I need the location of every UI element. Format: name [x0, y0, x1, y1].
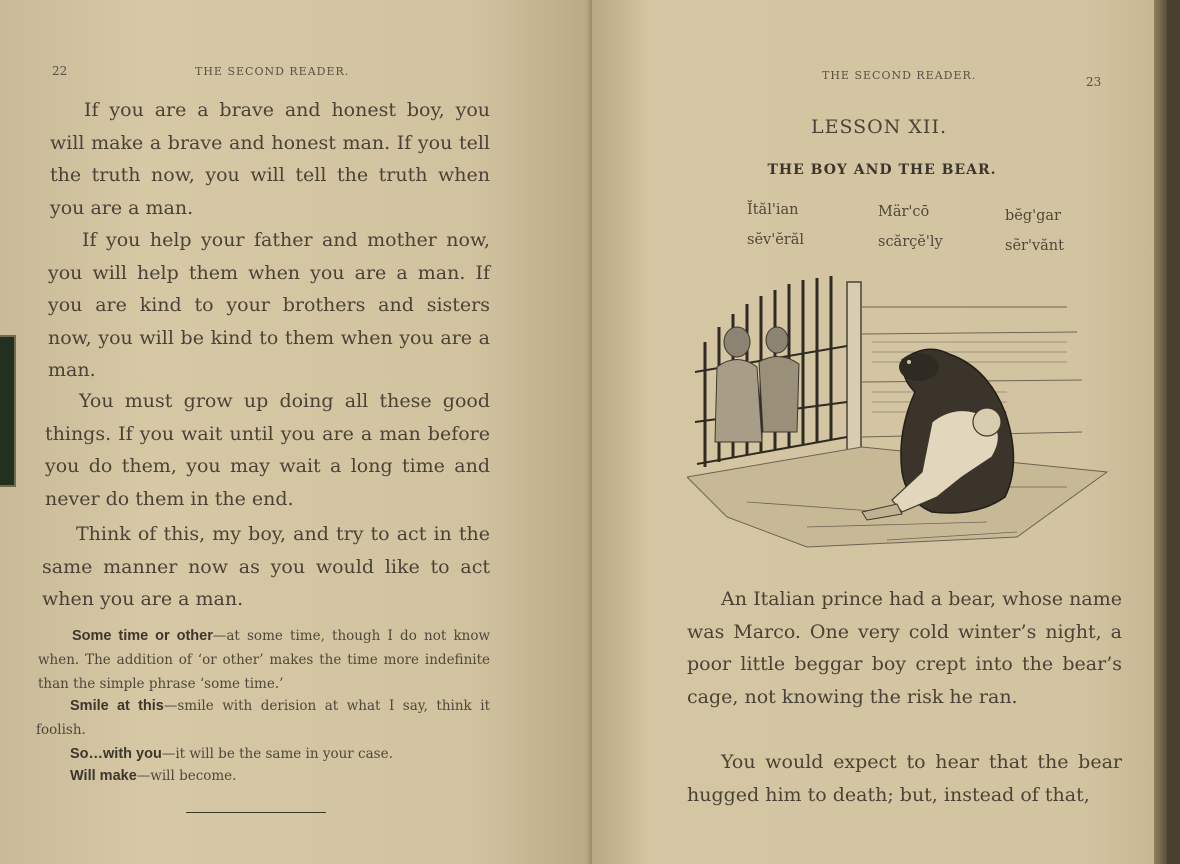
vocab-word: Mär'cō	[878, 204, 930, 220]
bear-cage-illustration	[687, 272, 1117, 572]
running-header: THE SECOND READER.	[822, 69, 977, 82]
vocab-word: scărçĕ'ly	[878, 234, 943, 250]
section-divider	[186, 812, 326, 813]
note-term: Some time or other	[72, 628, 213, 644]
note-definition: —at some time, though I do not know when. The addition of ‘or other’ makes the time more indefinite than the simple phrase ‘some time.’	[38, 628, 491, 692]
note	[36, 764, 490, 788]
page-number: 23	[1086, 75, 1102, 89]
lesson-title: LESSON XII.	[810, 116, 947, 138]
note-term: Smile at this	[70, 698, 164, 714]
vocab-word: sĕv'ĕrăl	[747, 232, 804, 248]
note-term: Will make	[70, 768, 137, 784]
paragraph: An Italian prince had a bear, whose name was Marco. One very cold winter’s night, a poor little beggar boy crept into the bear’s cage, not knowing the risk he ran.	[687, 588, 1122, 708]
story-title: THE BOY AND THE BEAR.	[767, 162, 997, 178]
binding-tab	[0, 335, 16, 487]
note	[36, 742, 490, 766]
note-definition: —smile with derision at what I say, think it foolish.	[36, 698, 490, 738]
paragraph: If you are a brave and honest boy, you will make a brave and honest man. If you tell the truth now, you will tell the truth when you are a man.	[50, 99, 490, 219]
page-edge	[1154, 0, 1167, 864]
note	[38, 624, 490, 696]
vocab-word: Ĭtăl'ian	[747, 202, 799, 218]
paragraph: You would expect to hear that the bear hugged him to death; but, instead of that,	[687, 751, 1122, 806]
note-definition: —will become.	[136, 768, 237, 784]
note	[36, 694, 490, 742]
running-header: THE SECOND READER.	[195, 65, 350, 78]
paragraph: You must grow up doing all these good things. If you wait until you are a man before you do them, you may wait a long time and never do them in the end.	[45, 390, 490, 510]
paragraph: If you help your father and mother now, you will help them when you are a man. If you are kind to your brothers and sisters now, you will be kind to them when you are a man.	[48, 229, 490, 381]
page-number: 22	[52, 64, 68, 78]
right-page	[592, 0, 1167, 864]
note-term: So…with you	[70, 746, 162, 762]
paragraph: Think of this, my boy, and try to act in the same manner now as you would like to act when you are a man.	[42, 523, 490, 610]
vocab-word: sẽr'vănt	[1005, 238, 1064, 254]
note-definition: —it will be the same in your case.	[161, 746, 393, 762]
vocab-word: bĕg'gar	[1005, 208, 1061, 224]
